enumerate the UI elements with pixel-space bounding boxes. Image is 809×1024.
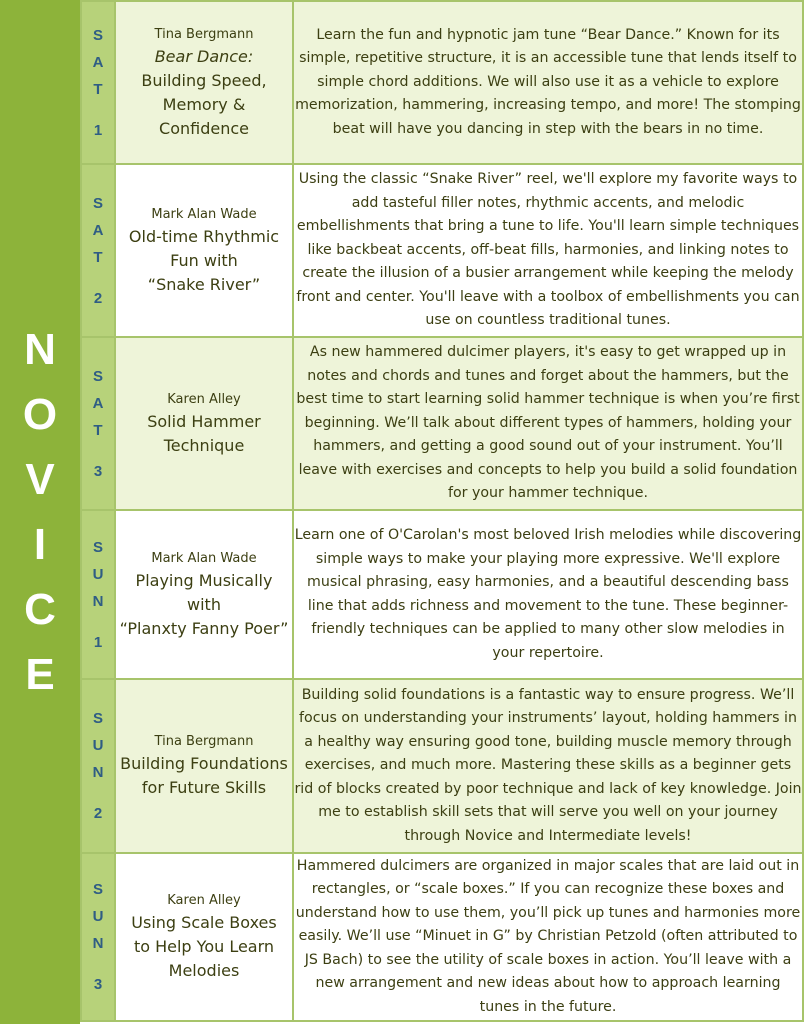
day-letter: A <box>92 221 104 239</box>
session-row-sun-1 <box>81 510 803 679</box>
instructor-name: Mark Alan Wade <box>151 550 257 566</box>
session-title-line: Technique <box>163 435 245 455</box>
instructor-name: Tina Bergmann <box>154 26 254 42</box>
session-title-line: to Help You Learn <box>133 937 275 956</box>
session-title-line: Solid Hammer <box>147 411 261 431</box>
session-number: 3 <box>93 462 103 480</box>
day-letter: N <box>92 764 104 781</box>
session-title-line: Playing Musically <box>135 570 273 590</box>
day-letter: U <box>92 908 104 925</box>
day-letter: T <box>93 248 103 266</box>
day-letter: S <box>92 194 103 212</box>
session-title-line: “Snake River” <box>147 274 261 294</box>
session-table <box>80 0 804 1022</box>
session-row-sat-2 <box>81 164 803 337</box>
session-title-line: Building Speed, <box>141 70 267 90</box>
instructor-title-cell <box>115 510 293 679</box>
session-description: Learn one of O'Carolan's most beloved Irish melodies while discovering simple ways to make your playing more expressive. We'll explore musical phrasing, easy harmonies, and a beautiful descending bass line that adds richness and movement to the tune. These beginner-friendly techniques can be applied to many other slow melodies in your repertoire. <box>293 510 803 679</box>
day-cell <box>81 337 115 510</box>
session-number: 3 <box>93 976 103 993</box>
session-title-line: with <box>187 594 221 614</box>
session-title-line: for Future Skills <box>141 778 267 797</box>
instructor-name: Tina Bergmann <box>154 734 254 749</box>
day-letter: T <box>93 421 103 439</box>
instructor-title-cell <box>115 337 293 510</box>
session-title-line: Confidence <box>159 118 249 138</box>
day-letter: S <box>92 881 103 898</box>
session-title-line: Building Foundations <box>120 754 288 773</box>
day-letter: N <box>92 592 104 610</box>
day-cell <box>81 1 115 164</box>
level-band-novice <box>0 0 80 1024</box>
day-cell <box>81 510 115 679</box>
instructor-title-cell <box>115 679 293 853</box>
instructor-name: Mark Alan Wade <box>151 206 257 222</box>
day-letter: S <box>92 26 103 44</box>
level-letter: O <box>22 390 58 439</box>
instructor-title-cell <box>115 1 293 164</box>
day-letter: U <box>92 565 104 583</box>
session-title-line: Using Scale Boxes <box>131 913 277 932</box>
day-letter: S <box>92 710 103 727</box>
session-number: 2 <box>93 805 103 822</box>
level-letter: I <box>33 520 47 569</box>
instructor-name: Karen Alley <box>167 893 241 908</box>
session-title-line: Bear Dance: <box>154 46 254 66</box>
instructor-title-cell <box>115 164 293 337</box>
day-cell <box>81 679 115 853</box>
session-row-sun-2 <box>81 679 803 853</box>
session-row-sat-1 <box>81 1 803 164</box>
instructor-name: Karen Alley <box>167 391 241 407</box>
session-title-line: Fun with <box>170 250 238 270</box>
day-letter: S <box>92 538 103 556</box>
level-letter: C <box>24 585 56 634</box>
instructor-title-cell <box>115 853 293 1021</box>
day-letter: A <box>92 394 104 412</box>
session-description: Hammered dulcimers are organized in major scales that are laid out in rectangles, or “scale boxes.” If you can recognize these boxes and understand how to use them, you’ll pick up tunes and harmonies more easily. We’ll use “Minuet in G” by Christian Petzold (often attributed to JS Bach) to see the utility of scale boxes in action. You’ll leave with a new arrangement and new ideas about how to approach learning tunes in the future. <box>293 853 803 1021</box>
session-number: 2 <box>93 289 103 307</box>
level-letter: N <box>24 325 56 374</box>
session-title-line: Memory & <box>162 94 246 114</box>
session-description: As new hammered dulcimer players, it's easy to get wrapped up in notes and chords and tunes and forget about the hammers, but the best time to start learning solid hammer technique is when you’re first beginning. We’ll talk about different types of hammers, holding your hammers, and getting a good sound out of your instrument. You’ll leave with exercises and concepts to help you build a solid foundation for your hammer technique. <box>293 337 803 510</box>
day-cell <box>81 853 115 1021</box>
session-number: 1 <box>93 633 103 651</box>
day-cell <box>81 164 115 337</box>
session-title-line: Melodies <box>168 961 240 980</box>
session-description: Learn the fun and hypnotic jam tune “Bear Dance.” Known for its simple, repetitive structure, it is an accessible tune that lends itself to simple chord additions. We will also use it as a vehicle to explore memorization, hammering, increasing tempo, and more! The stomping beat will have you dancing in step with the bears in no time. <box>293 1 803 164</box>
session-row-sat-3 <box>81 337 803 510</box>
day-letter: S <box>92 367 103 385</box>
day-letter: A <box>92 53 104 71</box>
session-number: 1 <box>93 121 103 139</box>
session-row-sun-3 <box>81 853 803 1021</box>
level-letter: V <box>25 455 55 504</box>
day-letter: N <box>92 935 104 952</box>
day-letter: T <box>93 80 103 98</box>
session-description: Building solid foundations is a fantastic way to ensure progress. We’ll focus on understanding your instruments’ layout, holding hammers in a healthy way ensuring good tone, building muscle memory through exercises, and much more. Mastering these skills as a beginner gets rid of blocks created by poor technique and lack of key knowledge. Join me to establish skill sets that will serve you well on your journey through Novice and Intermediate levels! <box>293 679 803 853</box>
session-title-line: “Planxty Fanny Poer” <box>119 618 289 638</box>
day-letter: U <box>92 737 104 754</box>
level-letter: E <box>25 650 55 699</box>
session-description: Using the classic “Snake River” reel, we'll explore my favorite ways to add tasteful filler notes, rhythmic accents, and melodic embellishments that bring a tune to life. You'll learn simple techniques like backbeat accents, off-beat fills, harmonies, and linking notes to create the illusion of a busier arrangement while keeping the melody front and center. You'll leave with a toolbox of embellishments you can use on countless traditional tunes. <box>293 164 803 337</box>
session-title-line: Old-time Rhythmic <box>128 226 280 246</box>
